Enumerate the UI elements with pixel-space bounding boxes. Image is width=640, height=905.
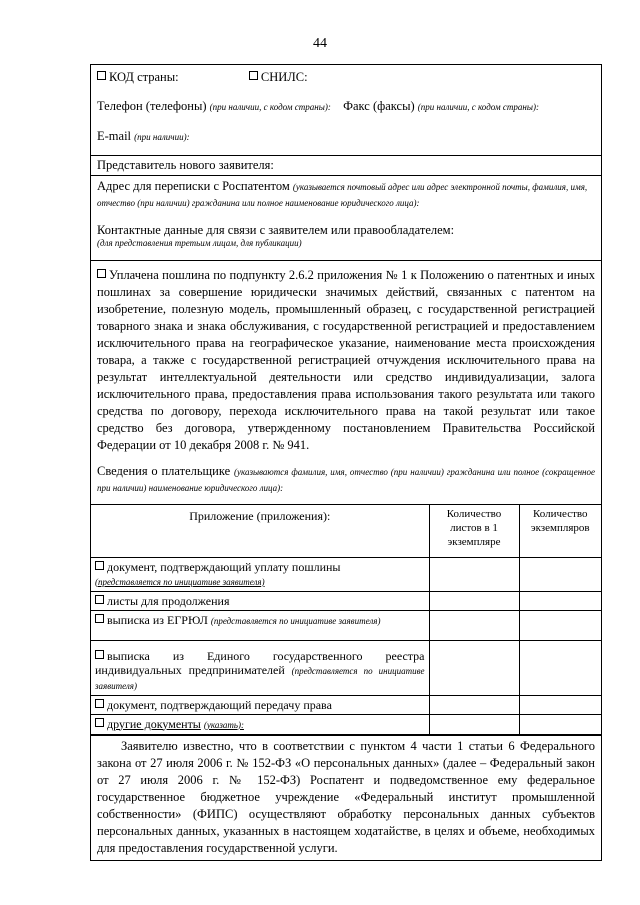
attachment-checkbox[interactable]	[95, 699, 104, 708]
fax-label: Факс (факсы)	[343, 99, 415, 113]
phone-note: (при наличии, с кодом страны):	[209, 102, 331, 112]
sheets-cell[interactable]	[429, 714, 519, 734]
sheets-cell[interactable]	[429, 640, 519, 695]
attachment-checkbox[interactable]	[95, 561, 104, 570]
attachment-row	[91, 714, 429, 734]
contact-data-note: (для представления третьим лицам, для публикации)	[97, 238, 302, 248]
attachment-label: документ, подтверждающий уплату пошлины	[107, 559, 341, 574]
attachment-label: документ, подтверждающий передачу права	[107, 697, 332, 712]
attachment-note: (представляется по инициативе заявителя)	[95, 576, 265, 587]
country-code-checkbox[interactable]	[97, 71, 106, 80]
attachments-table	[91, 505, 601, 735]
attachment-row	[91, 591, 429, 610]
attachment-row	[91, 557, 429, 591]
attachment-label: выписка из Единого государственного реестра индивидуальных предпринимателей	[95, 648, 425, 677]
attachments-section	[91, 505, 601, 736]
copies-cell[interactable]	[519, 610, 601, 640]
form-frame	[90, 64, 602, 861]
representative-label: Представитель нового заявителя:	[97, 158, 274, 172]
attachments-header-sheets: Количество листов в 1 экземпляре	[429, 505, 519, 557]
attachment-label: другие документы	[107, 716, 201, 731]
page-number: 44	[313, 36, 327, 51]
address-label: Адрес для переписки с Роспатентом	[97, 179, 290, 193]
attachment-row	[91, 610, 429, 640]
attachment-row	[91, 640, 429, 695]
sheets-cell[interactable]	[429, 695, 519, 714]
payer-note: (указываются фамилия, имя, отчество (при наличии) гражданина или полное (сокращенное при наличии) наименование юридического лица):	[97, 467, 596, 493]
email-note: (при наличии):	[134, 132, 190, 142]
attachments-header-name: Приложение (приложения):	[91, 505, 429, 557]
copies-cell[interactable]	[519, 695, 601, 714]
fee-paid-checkbox[interactable]	[97, 269, 106, 278]
attachment-note: (указать):	[203, 719, 244, 730]
attachment-checkbox[interactable]	[95, 595, 104, 604]
fax-note: (при наличии, с кодом страны):	[417, 102, 539, 112]
consent-section	[91, 736, 601, 860]
fee-paid-text: Уплачена пошлина по подпункту 2.6.2 приложения № 1 к Положению о патентных и иных пошлинах за совершение юридически значимых действий, связанных с патентом на изобретение, полезную модель, промышленный образец, с государственной регистрацией товарного знака и знака обслуживания, с государственной регистрацией и предоставлением исключительного права на географическое указание, наименование места происхождения товара, а также с государственной регистрацией отчуждения исключительного права на результат интеллектуальной деятельности или средство индивидуализации, залога исключительного права, предоставления права использования такого результата или такого средства по договору, перехода исключительного права на такой результат или такое средство без договора, утвержденному постановлением Правительства Российской Федерации от 10 декабря 2008 г. № 941.	[97, 268, 595, 452]
sheets-cell[interactable]	[429, 557, 519, 591]
attachment-checkbox[interactable]	[95, 718, 104, 727]
attachment-label: выписка из ЕГРЮЛ	[107, 612, 208, 627]
contact-data-label: Контактные данные для связи с заявителем или правообладателем:	[97, 223, 455, 237]
attachment-checkbox[interactable]	[95, 614, 104, 623]
attachment-checkbox[interactable]	[95, 650, 104, 659]
contacts-section	[91, 65, 601, 156]
attachment-row	[91, 695, 429, 714]
copies-cell[interactable]	[519, 591, 601, 610]
fee-section	[91, 261, 601, 505]
copies-cell[interactable]	[519, 714, 601, 734]
sheets-cell[interactable]	[429, 610, 519, 640]
copies-cell[interactable]	[519, 640, 601, 695]
consent-text: Заявителю известно, что в соответствии с пунктом 4 части 1 статьи 6 Федерального закона от 27 июля 2006 г. № 152-ФЗ «О персональных данных» (далее – Федеральный закон от 27 июля 2006 г. № 152-ФЗ) Роспатент и подведомственное ему федеральное государственное бюджетное учреждение «Федеральный институт промышленной собственности» (ФИПС) осуществляют обработку персональных данных субъектов персональных данных, указанных в настоящем ходатайстве, в целях и объеме, необходимых для предоставления государственной услуги.	[97, 738, 595, 855]
attachments-header-copies: Количество экземпляров	[519, 505, 601, 557]
address-section	[91, 176, 601, 261]
copies-cell[interactable]	[519, 557, 601, 591]
payer-label: Сведения о плательщике	[97, 464, 231, 478]
snils-label: СНИЛС:	[260, 70, 308, 84]
country-code-label: КОД страны:	[109, 70, 179, 84]
representative-section	[91, 156, 601, 176]
address-note: (указывается почтовый адрес или адрес электронной почты, фамилия, имя, отчество (при наличии) гражданина или полное наименование юридического лица):	[97, 182, 588, 208]
phone-label: Телефон (телефоны)	[97, 99, 207, 113]
snils-checkbox[interactable]	[249, 71, 258, 80]
sheets-cell[interactable]	[429, 591, 519, 610]
attachment-label: листы для продолжения	[107, 593, 230, 608]
email-label: E-mail	[97, 129, 132, 143]
attachment-note: (представляется по инициативе заявителя)	[95, 665, 425, 691]
attachment-note: (представляется по инициативе заявителя)	[210, 615, 381, 626]
